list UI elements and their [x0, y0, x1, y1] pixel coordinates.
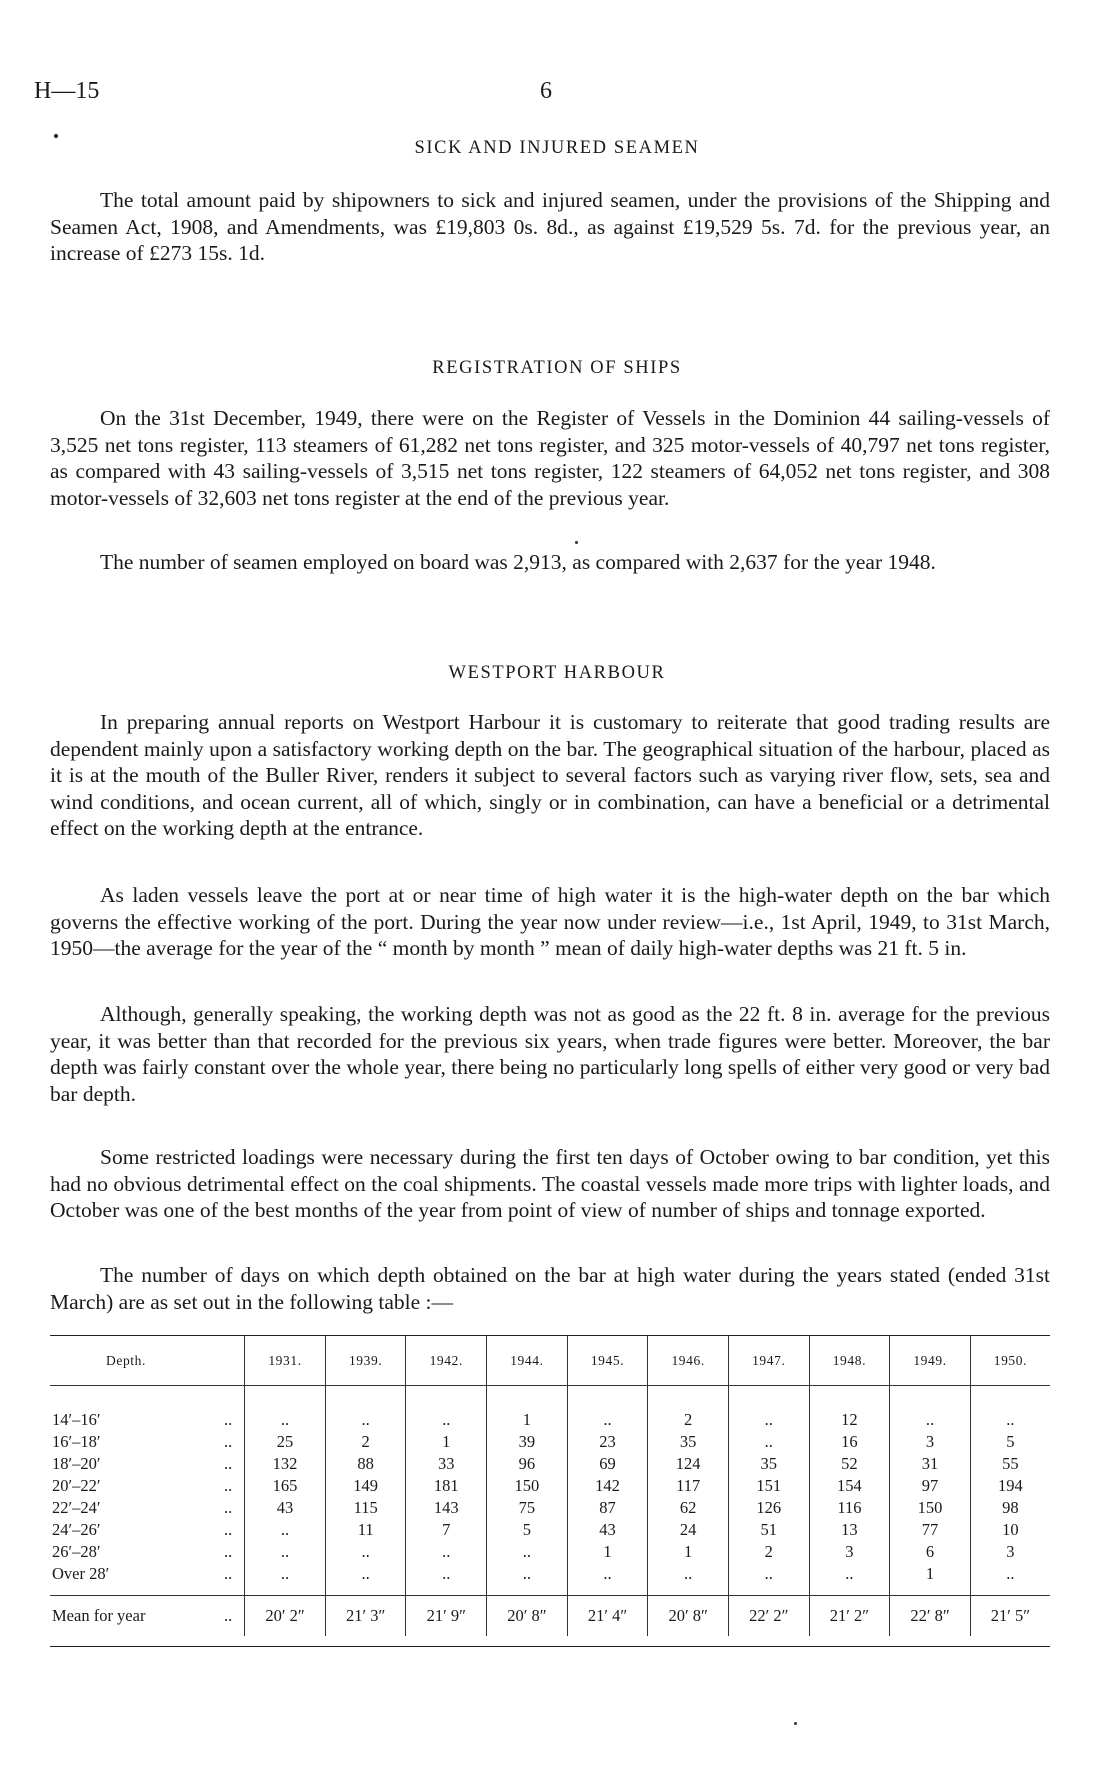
table-bottom-rule [50, 1646, 1050, 1647]
table-cell: 10 [970, 1519, 1050, 1541]
table-row [50, 1497, 1050, 1519]
table-cell: 5 [970, 1431, 1050, 1453]
table-cell: 3 [890, 1431, 971, 1453]
table-spacer-cell [487, 1387, 568, 1409]
table-cell: 2 [728, 1541, 809, 1563]
table-body [50, 1387, 1050, 1636]
table-cell: 1 [648, 1541, 729, 1563]
mean-value-cell: 21′ 2″ [809, 1596, 890, 1637]
table-spacer-cell [970, 1387, 1050, 1409]
table-spacer-cell [890, 1387, 971, 1409]
mean-value-cell: 21′ 9″ [406, 1596, 487, 1637]
mean-value-cell: 20′ 8″ [648, 1596, 729, 1637]
mean-row-label [50, 1596, 245, 1637]
table-cell: 117 [648, 1475, 729, 1497]
depth-range-label [50, 1541, 245, 1563]
table-cell: 97 [890, 1475, 971, 1497]
table-cell: 2 [325, 1431, 406, 1453]
table-spacer-cell [406, 1387, 487, 1409]
table-cell: 1 [487, 1409, 568, 1431]
depth-range-text: 20′–22′ [52, 1476, 101, 1495]
paragraph-westport-high-water: As laden vessels leave the port at or near time of high water it is the high-water depth on the bar which governs the effective working of the port. During the year now under review—i.e., 1st April, 1949, to 31st March, 1950—the average for the year of the “ month by month ” mean of daily high-water depths was 21 ft. 5 in. [50, 883, 1050, 960]
table-cell: .. [970, 1563, 1050, 1596]
row-leader-dots: .. [223, 1498, 233, 1517]
table-cell: 154 [809, 1475, 890, 1497]
table-cell: 62 [648, 1497, 729, 1519]
mean-value-cell: 22′ 8″ [890, 1596, 971, 1637]
table-cell: 1 [890, 1563, 971, 1596]
table-cell: 39 [487, 1431, 568, 1453]
table-cell: 115 [325, 1497, 406, 1519]
depth-range-text: 14′–16′ [52, 1410, 101, 1429]
table-cell: 96 [487, 1453, 568, 1475]
row-leader-dots: .. [223, 1432, 233, 1451]
section-heading-westport: WESTPORT HARBOUR [448, 663, 666, 683]
table-cell: 77 [890, 1519, 971, 1541]
table-cell: 25 [245, 1431, 326, 1453]
table-row [50, 1541, 1050, 1563]
bar-depth-table [50, 1335, 1050, 1636]
table-spacer-cell [809, 1387, 890, 1409]
table-cell: 13 [809, 1519, 890, 1541]
column-header-year: 1944. [487, 1335, 568, 1387]
table-cell: 16 [809, 1431, 890, 1453]
table-cell: 75 [487, 1497, 568, 1519]
table-cell: .. [325, 1409, 406, 1431]
table-row [50, 1409, 1050, 1431]
table-cell: 124 [648, 1453, 729, 1475]
table-cell: 52 [809, 1453, 890, 1475]
table-cell: .. [728, 1431, 809, 1453]
depth-range-text: Over 28′ [52, 1564, 110, 1583]
paragraph-westport-working-depth: Although, generally speaking, the working depth was not as good as the 22 ft. 8 in. average for the previous year, it was better than that recorded for the previous six years, when trade figures were better. Moreover, the bar depth was fairly constant over the whole year, there being no particularly long spells of either very good or very bad bar depth. [50, 1002, 1050, 1106]
table-cell: .. [325, 1563, 406, 1596]
table-cell: 55 [970, 1453, 1050, 1475]
paragraph-registration-seamen: The number of seamen employed on board was 2,913, as compared with 2,637 for the year 1948. [100, 550, 936, 574]
depth-range-label [50, 1563, 245, 1596]
depth-range-label [50, 1497, 245, 1519]
table-cell: 143 [406, 1497, 487, 1519]
depth-range-text: 24′–26′ [52, 1520, 101, 1539]
table-cell: 116 [809, 1497, 890, 1519]
table-cell: 88 [325, 1453, 406, 1475]
table-cell: .. [728, 1409, 809, 1431]
depth-range-label [50, 1409, 245, 1431]
table-row [50, 1475, 1050, 1497]
column-header-year: 1947. [728, 1335, 809, 1387]
table-cell: .. [567, 1563, 648, 1596]
row-leader-dots: .. [223, 1410, 233, 1429]
table-header-row [50, 1335, 1050, 1387]
table-cell: 150 [487, 1475, 568, 1497]
column-header-year: 1945. [567, 1335, 648, 1387]
table-cell: 149 [325, 1475, 406, 1497]
table-cell: 1 [567, 1541, 648, 1563]
table-cell: 165 [245, 1475, 326, 1497]
row-leader-dots: .. [223, 1564, 233, 1583]
row-leader-dots: .. [223, 1454, 233, 1473]
table-spacer-cell [648, 1387, 729, 1409]
table-cell: .. [567, 1409, 648, 1431]
column-header-year: 1950. [970, 1335, 1050, 1387]
table-cell: 194 [970, 1475, 1050, 1497]
depth-range-text: 16′–18′ [52, 1432, 101, 1451]
table-cell: .. [325, 1541, 406, 1563]
column-header-year: 1939. [325, 1335, 406, 1387]
table-spacer-cell [325, 1387, 406, 1409]
print-speck [794, 1722, 797, 1725]
table-spacer-row [50, 1387, 1050, 1409]
table-cell: 3 [970, 1541, 1050, 1563]
mean-value-cell: 22′ 2″ [728, 1596, 809, 1637]
mean-value-cell: 21′ 5″ [970, 1596, 1050, 1637]
table-cell: 43 [245, 1497, 326, 1519]
table-cell: 5 [487, 1519, 568, 1541]
row-leader-dots: .. [223, 1520, 233, 1539]
mean-value-cell: 21′ 4″ [567, 1596, 648, 1637]
depth-range-label [50, 1431, 245, 1453]
table-cell: 31 [890, 1453, 971, 1475]
paragraph-westport-loadings: Some restricted loadings were necessary during the first ten days of October owing to bar condition, yet this had no obvious detrimental effect on the coal shipments. The coastal vessels made more trips with lighter loads, and October was one of the best months of the year from point of view of number of ships and tonnage exported. [50, 1145, 1050, 1222]
table-cell: .. [245, 1541, 326, 1563]
table-cell: 1 [406, 1431, 487, 1453]
table-cell: 12 [809, 1409, 890, 1431]
table-cell: 2 [648, 1409, 729, 1431]
depth-range-label [50, 1519, 245, 1541]
column-header-depth: Depth. [106, 1353, 146, 1368]
column-header-year: 1942. [406, 1335, 487, 1387]
table-cell: 43 [567, 1519, 648, 1541]
table-cell: 151 [728, 1475, 809, 1497]
table-cell: 69 [567, 1453, 648, 1475]
table-row [50, 1519, 1050, 1541]
table-spacer-cell [245, 1387, 326, 1409]
table-cell: 33 [406, 1453, 487, 1475]
table-cell: 87 [567, 1497, 648, 1519]
table-cell: .. [245, 1409, 326, 1431]
section-heading-sick-seamen: SICK AND INJURED SEAMEN [414, 138, 700, 158]
column-header-year: 1946. [648, 1335, 729, 1387]
section-heading-registration: REGISTRATION OF SHIPS [432, 358, 682, 378]
mean-value-cell: 20′ 2″ [245, 1596, 326, 1637]
table-cell: 51 [728, 1519, 809, 1541]
mean-value-cell: 21′ 3″ [325, 1596, 406, 1637]
table-cell: 3 [809, 1541, 890, 1563]
table-cell: .. [809, 1563, 890, 1596]
paragraph-westport-table-intro: The number of days on which depth obtained on the bar at high water during the years stated (ended 31st March) are as set out in the following table :— [50, 1263, 1050, 1314]
table-cell: .. [487, 1563, 568, 1596]
table-cell: .. [890, 1409, 971, 1431]
mean-value-cell: 20′ 8″ [487, 1596, 568, 1637]
table-cell: 35 [728, 1453, 809, 1475]
table-cell: .. [245, 1563, 326, 1596]
column-header-year: 1948. [809, 1335, 890, 1387]
table-row [50, 1453, 1050, 1475]
row-leader-dots: .. [223, 1476, 233, 1495]
column-header-year: 1949. [890, 1335, 971, 1387]
table-cell: 98 [970, 1497, 1050, 1519]
paragraph-westport-intro: In preparing annual reports on Westport Harbour it is customary to reiterate that good trading results are dependent mainly upon a satisfactory working depth on the bar. The geographical situation of the harbour, placed as it is at the mouth of the Buller River, renders it subject to several factors such as varying river flow, sets, sea and wind conditions, and ocean current, all of which, singly or in combination, can have a beneficial or a detrimental effect on the working depth at the entrance. [50, 710, 1050, 840]
depth-range-label [50, 1453, 245, 1475]
table-cell: 142 [567, 1475, 648, 1497]
table-cell: 11 [325, 1519, 406, 1541]
table-cell: .. [406, 1563, 487, 1596]
table-spacer-cell [50, 1387, 245, 1409]
table-cell: .. [406, 1541, 487, 1563]
table-cell: 132 [245, 1453, 326, 1475]
table-cell: .. [648, 1563, 729, 1596]
table-cell: 150 [890, 1497, 971, 1519]
depth-range-text: 26′–28′ [52, 1542, 101, 1561]
mean-row-label-text: Mean for year [52, 1606, 146, 1625]
depth-range-text: 18′–20′ [52, 1454, 101, 1473]
mean-for-year-row [50, 1596, 1050, 1637]
table-cell: .. [487, 1541, 568, 1563]
table-row [50, 1563, 1050, 1596]
column-header-year: 1931. [245, 1335, 326, 1387]
table-cell: .. [245, 1519, 326, 1541]
table-cell: 6 [890, 1541, 971, 1563]
table-cell: 7 [406, 1519, 487, 1541]
table-cell: 23 [567, 1431, 648, 1453]
paragraph-registration-register: On the 31st December, 1949, there were on the Register of Vessels in the Dominion 44 sailing-vessels of 3,525 net tons register, 113 steamers of 61,282 net tons register, and 325 motor-vessels of 40,797 net tons register, as compared with 43 sailing-vessels of 3,515 net tons register, 122 steamers of 64,052 net tons register, and 308 motor-vessels of 32,603 net tons register at the end of the previous year. [50, 406, 1050, 510]
table-cell: 24 [648, 1519, 729, 1541]
depth-range-label [50, 1475, 245, 1497]
table-cell: 126 [728, 1497, 809, 1519]
print-speck [575, 541, 578, 544]
table-cell: .. [970, 1409, 1050, 1431]
row-leader-dots: .. [223, 1606, 233, 1625]
table-spacer-cell [567, 1387, 648, 1409]
table-cell: .. [406, 1409, 487, 1431]
table-row [50, 1431, 1050, 1453]
table-cell: 181 [406, 1475, 487, 1497]
page-number: 6 [540, 78, 552, 104]
table-spacer-cell [728, 1387, 809, 1409]
document-reference: H—15 [34, 78, 100, 104]
paragraph-sick-seamen: The total amount paid by shipowners to sick and injured seamen, under the provisions of the Shipping and Seamen Act, 1908, and Amendments, was £19,803 0s. 8d., as against £19,529 5s. 7d. for the previous year, an increase of £273 15s. 1d. [50, 188, 1050, 265]
table-cell: 35 [648, 1431, 729, 1453]
row-leader-dots: .. [223, 1542, 233, 1561]
table-cell: .. [728, 1563, 809, 1596]
depth-range-text: 22′–24′ [52, 1498, 101, 1517]
